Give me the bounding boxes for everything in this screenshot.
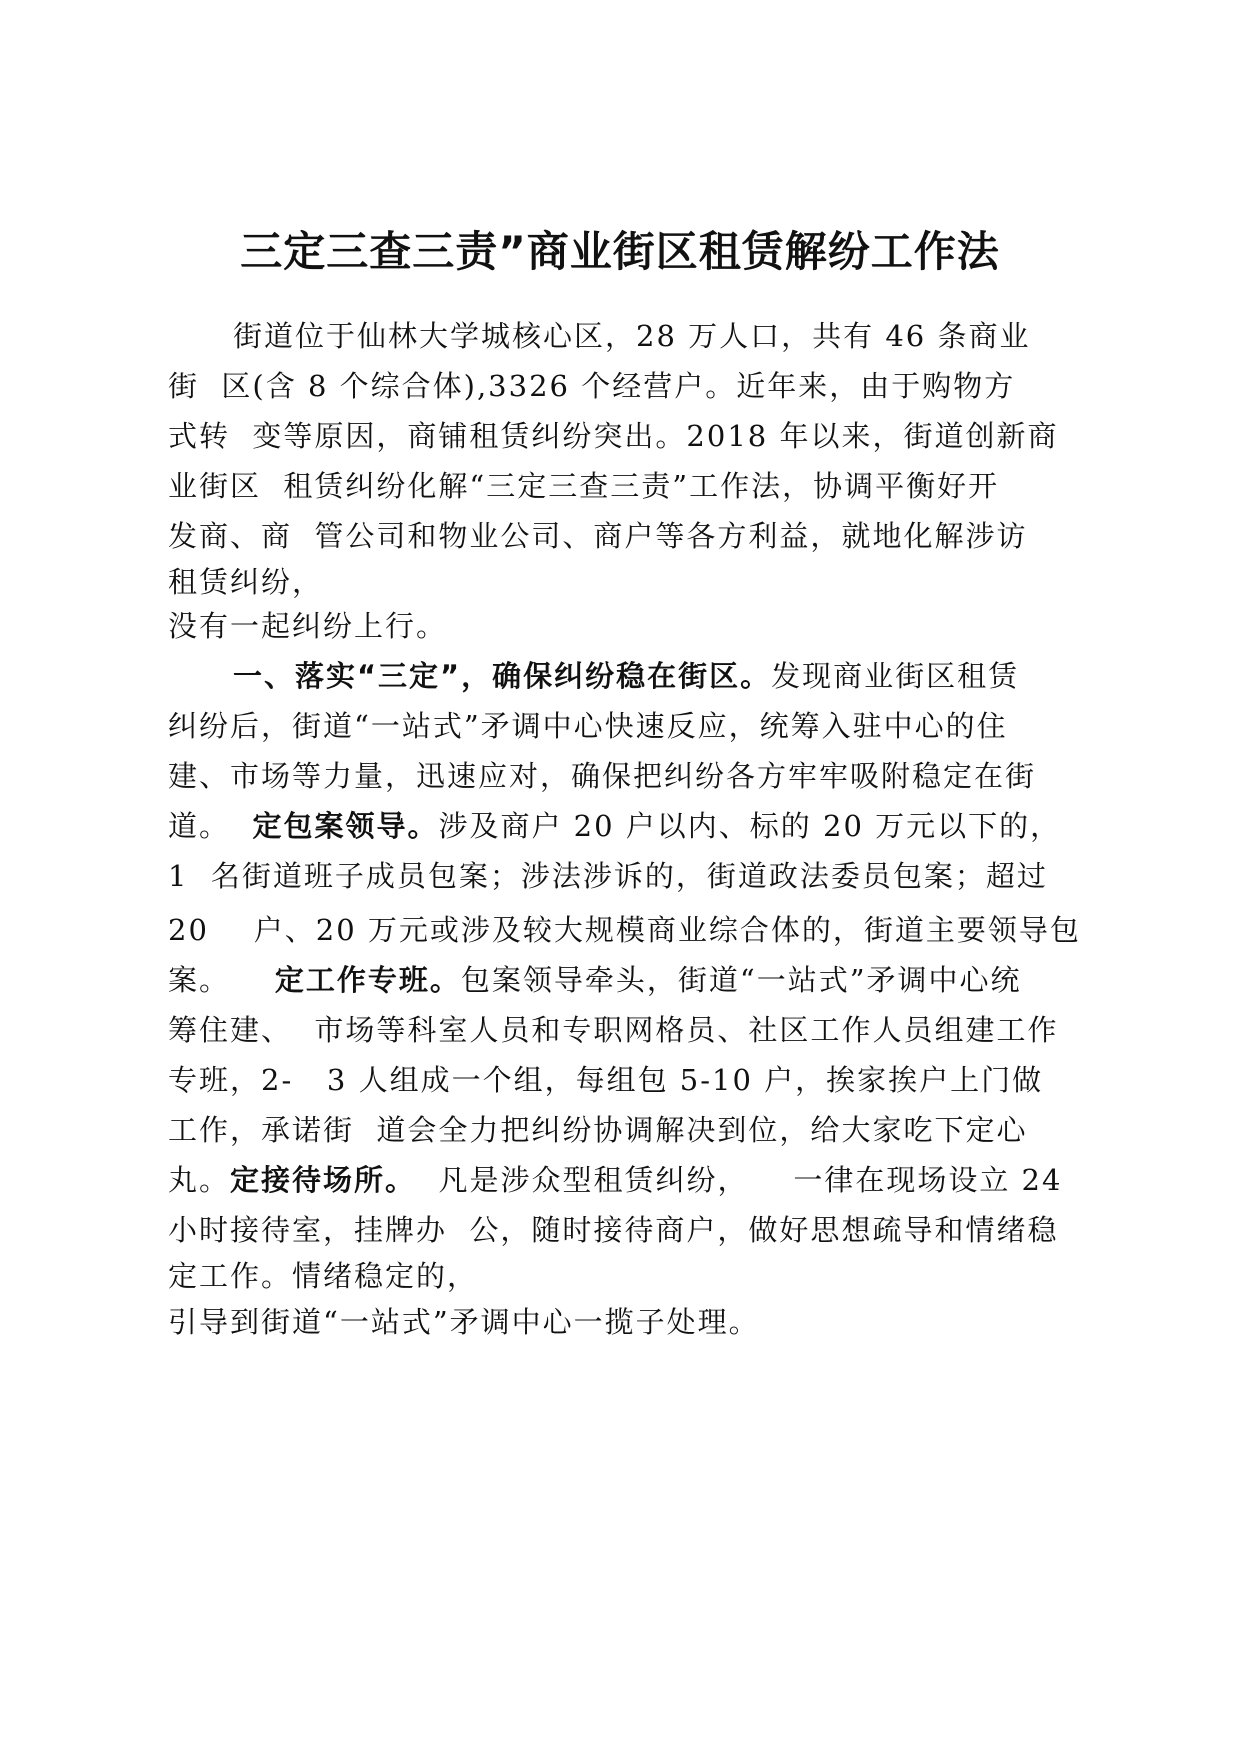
section-line: 20 户、20 万元或涉及较大规模商业综合体的，街道主要领导包: [168, 913, 1081, 947]
paragraph-line: 业街区 租赁纠纷化解“三定三查三责”工作法，协调平衡好开: [168, 469, 1000, 503]
sub-heading: 定接待场所。: [230, 1163, 417, 1197]
section-text: 涉及商户 20 户以内、标的 20 万元以下的，: [438, 809, 1062, 843]
paragraph-line: 式转 变等原因，商铺租赁纠纷突出。2018 年以来，街道创新商: [168, 419, 1059, 453]
section-line: 筹住建、 市场等科室人员和专职网格员、社区工作人员组建工作: [168, 1013, 1059, 1047]
paragraph-line: 发商、商 管公司和物业公司、商户等各方利益，就地化解涉访: [168, 519, 1028, 553]
section-heading: 一、落实“三定”，确保纠纷稳在街区。: [233, 659, 772, 693]
section-text: 包案领导牵头，街道“一站式”矛调中心统: [460, 963, 1022, 997]
paragraph-line: 街 区(含 8 个综合体),3326 个经营户。近年来，由于购物方: [168, 369, 1016, 403]
paragraph-line: 没有一起纠纷上行。: [168, 609, 448, 643]
section-line: [233, 656, 1019, 696]
section-text: 丸。: [168, 1163, 231, 1197]
section-line: 纠纷后，街道“一站式”矛调中心快速反应，统筹入驻中心的住: [168, 709, 1008, 743]
section-text: 案。: [168, 963, 275, 997]
section-line: 专班，2- 3 人组成一个组，每组包 5-10 户，挨家挨户上门做: [168, 1063, 1044, 1097]
section-text: 道。: [168, 809, 253, 843]
section-text: 发现商业街区租赁: [771, 659, 1020, 693]
section-line: 1 名街道班子成员包案；涉法涉诉的，街道政法委员包案；超过: [168, 859, 1048, 893]
section-line: 建、市场等力量，迅速应对，确保把纠纷各方牢牢吸附稳定在街: [168, 759, 1037, 793]
section-line: [168, 960, 1022, 1000]
paragraph-line: 租赁纠纷，: [168, 565, 324, 599]
sub-heading: 定包案领导。: [252, 809, 439, 843]
document-title: 三定三查三责”商业街区租赁解纷工作法: [240, 227, 1000, 276]
paragraph-line: 街道位于仙林大学城核心区，28 万人口，共有 46 条商业: [233, 319, 1031, 353]
section-line: 小时接待室，挂牌办 公，随时接待商户，做好思想疏导和情绪稳: [168, 1213, 1059, 1247]
section-line: [168, 806, 1061, 846]
section-line: 引导到街道“一站式”矛调中心一揽子处理。: [168, 1305, 760, 1339]
section-line: 定工作。情绪稳定的，: [168, 1259, 479, 1293]
section-line: 工作，承诺街 道会全力把纠纷协调解决到位，给大家吃下定心: [168, 1113, 1028, 1147]
section-text: 凡是涉众型租赁纠纷， 一律在现场设立 24: [416, 1163, 1063, 1197]
sub-heading: 定工作专班。: [274, 963, 461, 997]
section-line: [168, 1160, 1062, 1200]
